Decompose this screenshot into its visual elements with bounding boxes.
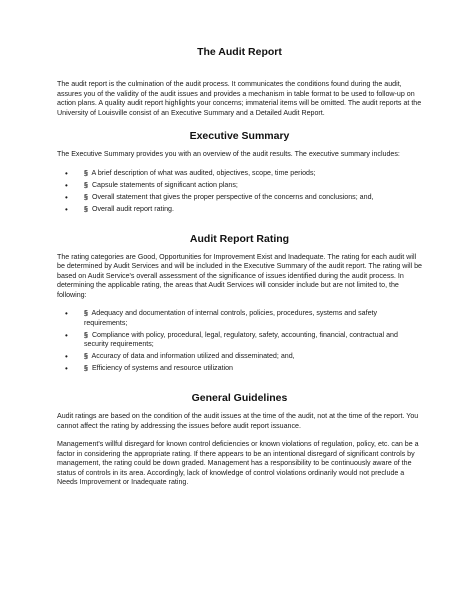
list-item-text: Overall statement that gives the proper perspective of the concerns and conclusions; and, (91, 192, 374, 201)
executive-summary-heading: Executive Summary (189, 130, 290, 142)
section-marker-icon: § (84, 180, 88, 189)
section-marker-icon: § (84, 309, 88, 317)
bullet-icon: • (65, 204, 68, 214)
list-item (65, 330, 422, 350)
section-marker-icon: § (84, 168, 88, 177)
list-item-text: Adequacy and documentation of internal controls, policies, procedures, systems and safety requirements; (84, 309, 378, 327)
list-item (65, 204, 422, 215)
guidelines-paragraph: Management's willful disregard for known control deficiencies or known violations of regulation, policy, etc. can be a factor in considering the appropriate rating. If there appears to be an intentional disregard of significant controls by management, the rating could be down graded. Management has a responsibility to be continuously aware of the status of controls in its area. Accordingly, lack of knowledge of control violations ordinarily would not preclude a Needs Improvement or Inadequate rating. (57, 440, 419, 486)
list-item-text: Accuracy of data and information utilized and disseminated; and, (91, 352, 295, 360)
list-item-text: Efficiency of systems and resource utilization (91, 364, 233, 372)
section-marker-icon: § (84, 364, 88, 372)
bullet-icon: • (65, 352, 68, 361)
list-item (65, 180, 422, 191)
section-marker-icon: § (84, 330, 88, 339)
executive-summary-text: The Executive Summary provides you with an overview of the audit results. The executive summary includes: (57, 150, 400, 158)
bullet-icon: • (65, 364, 68, 373)
section-marker-icon: § (84, 204, 88, 213)
section-marker-icon: § (84, 192, 88, 201)
section-marker-icon: § (84, 352, 88, 360)
list-item-text: Compliance with policy, procedural, legal, regulatory, safety, accounting, financial, contractual and security requirements; (84, 330, 398, 348)
audit-report-rating-text: The rating categories are Good, Opportunities for Improvement Exist and Inadequate. The rating for each audit will be determined by Audit Services and will be included in the Executive Summary of the audit report. The rating will be based on Audit Service's overall assessment of the significance of issues identified during the audit process. In determining the applicable rating, the areas that Audit Services will consider include but are not limited to, the following: (57, 252, 422, 299)
executive-summary-list (57, 169, 422, 215)
audit-report-rating-list (57, 309, 422, 374)
intro-paragraph: The audit report is the culmination of the audit process. It communicates the conditions found during the audit, assures you of the validity of the audit issues and provides a mechanism in table format to be used to follow-up on action plans. A quality audit report highlights your concerns; immaterial items will be omitted. The audit reports at the University of Louisville consist of an Executive Summary and a Detailed Audit Report. (57, 80, 422, 117)
document-title: The Audit Report (197, 46, 282, 58)
bullet-icon: • (65, 309, 68, 318)
bullet-icon: • (65, 180, 68, 190)
list-item (65, 168, 422, 179)
list-item (65, 352, 422, 362)
list-item-text: Capsule statements of significant action plans; (91, 180, 238, 189)
bullet-icon: • (65, 192, 68, 202)
bullet-icon: • (65, 168, 68, 178)
bullet-icon: • (65, 330, 68, 340)
list-item (65, 192, 422, 203)
list-item (65, 364, 422, 374)
general-guidelines-heading: General Guidelines (191, 392, 288, 404)
guidelines-paragraph: Audit ratings are based on the condition of the audit issues at the time of the audit, not at the time of the report. You cannot affect the rating by addressing the issues before audit report issuance. (57, 412, 419, 430)
audit-report-rating-heading: Audit Report Rating (189, 232, 290, 245)
list-item-text: A brief description of what was audited, objectives, scope, time periods; (91, 168, 316, 177)
list-item (65, 309, 422, 328)
list-item-text: Overall audit report rating. (91, 204, 174, 213)
